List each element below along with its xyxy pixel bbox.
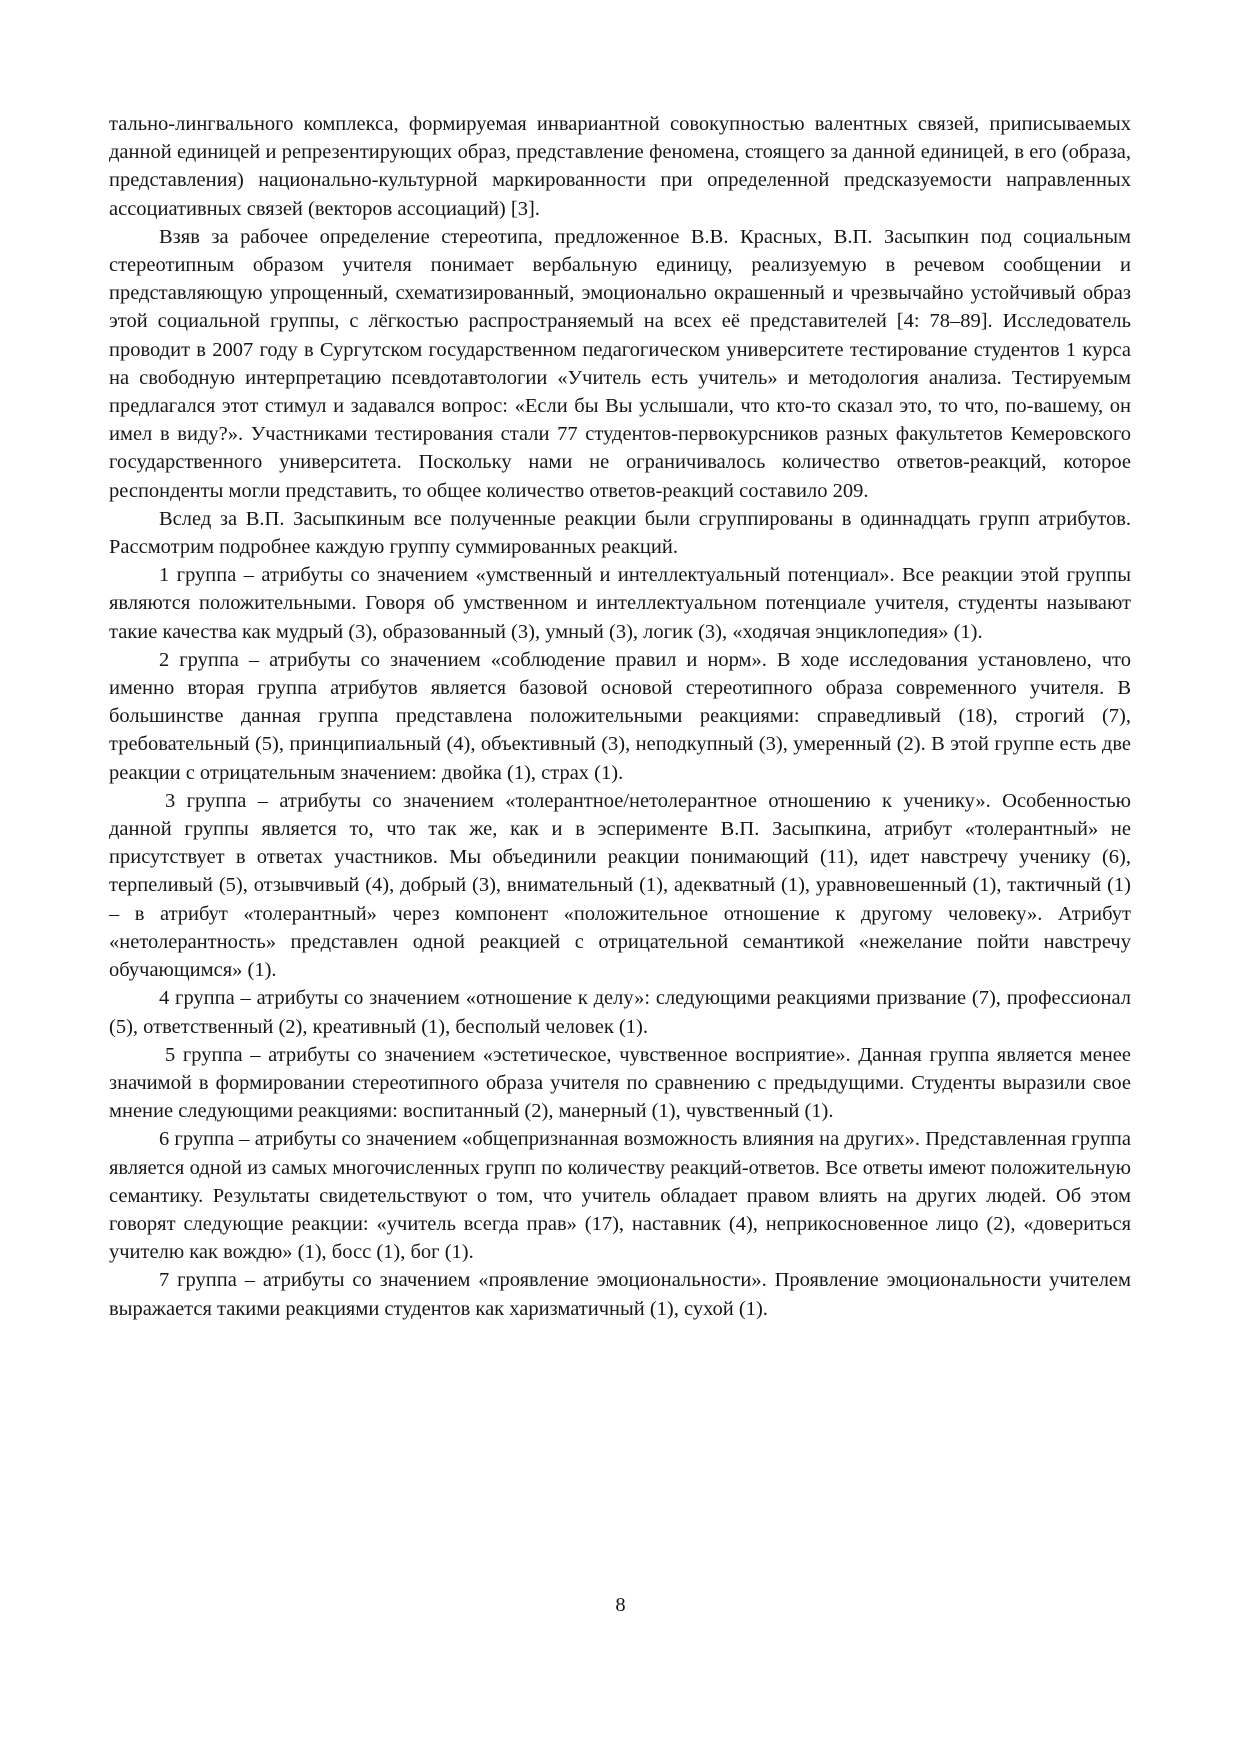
paragraph-group-4: 4 группа – атрибуты со значением «отношение к делу»: следующими реакциями призвание (7), профессионал (5), ответственный (2), креативный (1), бесполый человек (1). <box>109 987 1131 1038</box>
paragraph-group-1: 1 группа – атрибуты со значением «умственный и интеллектуальный потенциал». Все реакции этой группы являются положительными. Говоря об умственном и интеллектуальном потенциале учителя, студенты называют такие качества как мудрый (3), образованный (3), умный (3), логик (3), «ходячая энциклопедия» (1). <box>109 564 1131 643</box>
paragraph-group-5: 5 группа – атрибуты со значением «эстетическое, чувственное восприятие». Данная группа является менее значимой в формировании стереотипного образа учителя по сравнению с предыдущими. Студенты выразили свое мнение следующими реакциями: воспитанный (2), манерный (1), чувственный (1). <box>109 1043 1131 1123</box>
paragraph-grouping: Вслед за В.П. Засыпкиным все полученные реакции были сгруппированы в одиннадцать групп атрибутов. Рассмотрим подробнее каждую группу суммированных реакций. <box>109 507 1131 559</box>
paragraph-group-7: 7 группа – атрибуты со значением «проявление эмоциональности». Проявление эмоциональности учителем выражается такими реакциями студентов как харизматичный (1), сухой (1). <box>109 1269 1131 1320</box>
paragraph-stereotype-definition: Взяв за рабочее определение стереотипа, предложенное В.В. Красных, В.П. Засыпкин под социальным стереотипным образом учителя понимает вербальную единицу, реализуемую в речевом сообщении и представляющую упрощенный, схематизированный, эмоционально окрашенный и чрезвычайно устойчивый образ этой социальной группы, с лёгкостью распространяемый на всех её представителей [4: 78–89]. Исследователь проводит в 2007 году в Сургутском государственном педагогическом университете тестирование студентов 1 курса на свободную интерпретацию псевдотавтологии «Учитель есть учитель» и методология анализа. Тестируемым предлагался этот стимул и задавался вопрос: «Если бы Вы услышали, что кто-то сказал это, то что, по-вашему, он имел в виду?». Участниками тестирования стали 77 студентов-первокурсников разных факультетов Кемеровского государственного университета. Поскольку нами не ограничивалось количество ответов-реакций, которое респонденты могли представить, то общее количество ответов-реакций составило 209. <box>109 225 1131 502</box>
paragraph-group-2: 2 группа – атрибуты со значением «соблюдение правил и норм». В ходе исследования установлено, что именно вторая группа атрибутов является базовой основой стереотипного образа современного учителя. В большинстве данная группа представлена положительными реакциями: справедливый (18), строгий (7), требовательный (5), принципиальный (4), объективный (3), неподкупный (3), умеренный (2). В этой группе есть две реакции с отрицательным значением: двойка (1), страх (1). <box>109 648 1131 784</box>
page-body <box>109 110 1131 1323</box>
page-number: 8 <box>615 1594 626 1616</box>
paragraph-group-6: 6 группа – атрибуты со значением «общепризнанная возможность влияния на других». Представленная группа является одной из самых многочисленных групп по количеству реакций-ответов. Все ответы имеют положительную семантику. Результаты свидетельствуют о том, что учитель обладает правом влиять на других людей. Об этом говорят следующие реакции: «учитель всегда прав» (17), наставник (4), неприкосновенное лицо (2), «довериться учителю как вождю» (1), босс (1), бог (1). <box>109 1128 1131 1264</box>
paragraph-continuation: тально-лингвального комплекса, формируемая инвариантной совокупностью валентных связей, приписываемых данной единицей и репрезентирующих образ, представление феномена, стоящего за данной единицей, в его (образа, представления) национально-культурной маркированности при определенной предсказуемости направленных ассоциативных связей (векторов ассоциаций) [3]. <box>109 113 1131 220</box>
paragraph-group-3: 3 группа – атрибуты со значением «толерантное/нетолерантное отношению к ученику». Особенностью данной группы является то, что так же, как и в эсперименте В.П. Засыпкина, атрибут «толерантный» не присутствует в ответах участников. Мы объединили реакции понимающий (11), идет навстречу ученику (6), терпеливый (5), отзывчивый (4), добрый (3), внимательный (1), адекватный (1), уравновешенный (1), тактичный (1) – в атрибут «толерантный» через компонент «положительное отношение к другому человеку». Атрибут «нетолерантность» представлен одной реакцией с отрицательной семантикой «нежелание пойти навстречу обучающимся» (1). <box>109 789 1131 982</box>
